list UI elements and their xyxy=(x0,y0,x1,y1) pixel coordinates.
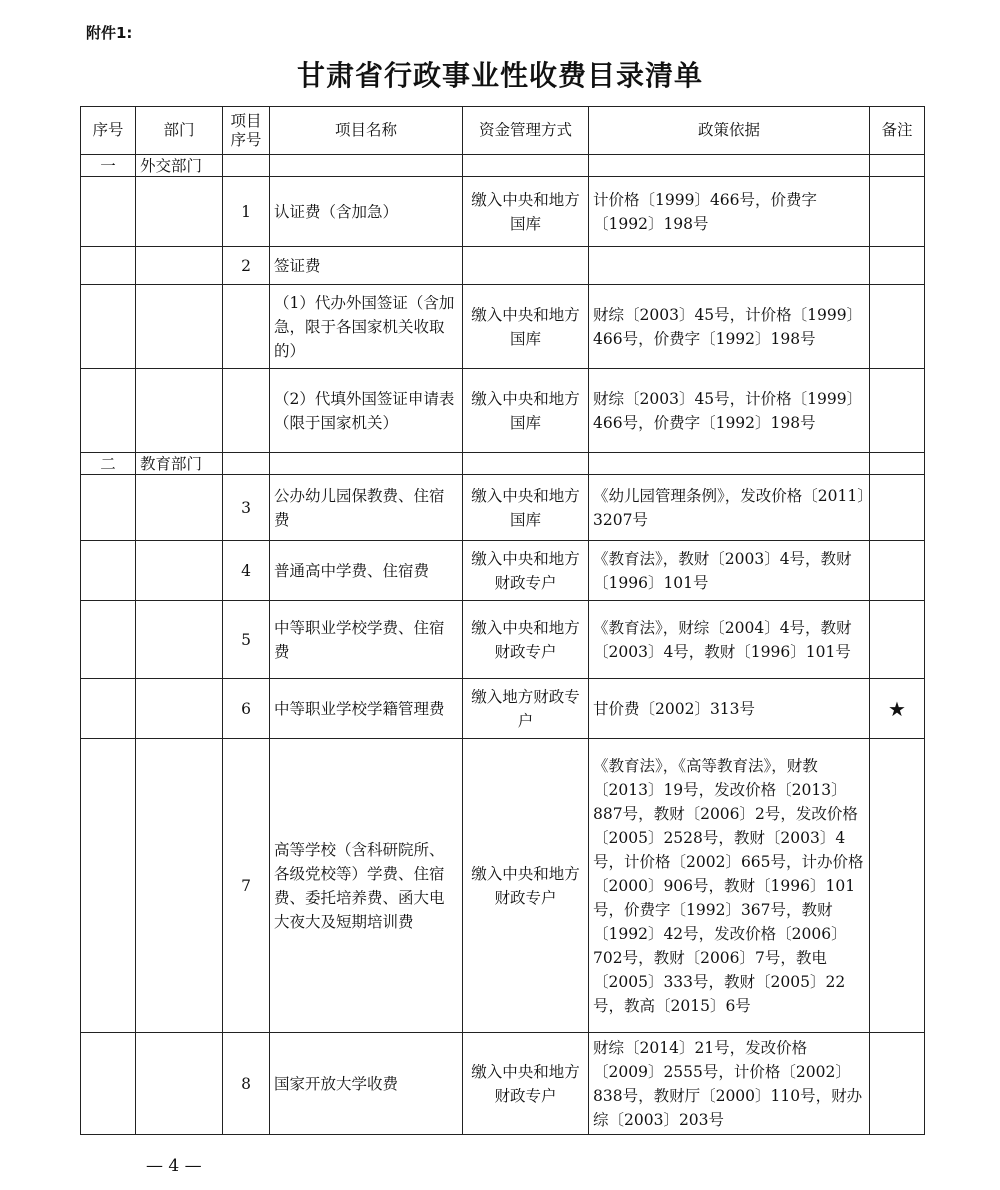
cell-seq xyxy=(81,369,136,453)
cell-fund xyxy=(463,155,589,177)
cell-policy: 《幼儿园管理条例》，发改价格〔2011〕3207号 xyxy=(589,475,870,541)
header-fund: 资金管理方式 xyxy=(463,107,589,155)
cell-policy xyxy=(589,247,870,285)
cell-dept xyxy=(136,475,223,541)
cell-policy: 财综〔2003〕45号，计价格〔1999〕466号，价费字〔1992〕198号 xyxy=(589,285,870,369)
cell-policy: 《教育法》，财综〔2004〕4号，教财〔2003〕4号，教财〔1996〕101号 xyxy=(589,601,870,679)
cell-dept: 外交部门 xyxy=(136,155,223,177)
header-item-no: 项目序号 xyxy=(223,107,270,155)
cell-fund: 缴入中央和地方财政专户 xyxy=(463,601,589,679)
cell-fund xyxy=(463,247,589,285)
cell-seq: 二 xyxy=(81,453,136,475)
cell-dept xyxy=(136,541,223,601)
cell-policy: 《教育法》，教财〔2003〕4号，教财〔1996〕101号 xyxy=(589,541,870,601)
cell-item-name xyxy=(270,155,463,177)
table-row xyxy=(81,679,925,739)
cell-note xyxy=(870,177,925,247)
cell-note xyxy=(870,285,925,369)
table-row xyxy=(81,453,925,475)
cell-item-no: 2 xyxy=(223,247,270,285)
cell-dept xyxy=(136,739,223,1033)
cell-policy xyxy=(589,155,870,177)
cell-fund xyxy=(463,453,589,475)
cell-item-no: 7 xyxy=(223,739,270,1033)
table-row xyxy=(81,1033,925,1135)
document-title: 甘肃省行政事业性收费目录清单 xyxy=(296,59,703,92)
cell-fund: 缴入中央和地方财政专户 xyxy=(463,1033,589,1135)
cell-note xyxy=(870,739,925,1033)
cell-item-no xyxy=(223,453,270,475)
header-seq: 序号 xyxy=(81,107,136,155)
cell-item-no: 8 xyxy=(223,1033,270,1135)
table-row xyxy=(81,177,925,247)
cell-item-no: 5 xyxy=(223,601,270,679)
header-note: 备注 xyxy=(870,107,925,155)
cell-fund: 缴入地方财政专户 xyxy=(463,679,589,739)
cell-fund: 缴入中央和地方财政专户 xyxy=(463,541,589,601)
cell-item-name: 国家开放大学收费 xyxy=(270,1033,463,1135)
header-item-name: 项目名称 xyxy=(270,107,463,155)
cell-note: ★ xyxy=(870,679,925,739)
cell-note xyxy=(870,247,925,285)
cell-item-no xyxy=(223,155,270,177)
header-policy: 政策依据 xyxy=(589,107,870,155)
cell-fund: 缴入中央和地方国库 xyxy=(463,475,589,541)
cell-dept xyxy=(136,285,223,369)
cell-item-name: 中等职业学校学籍管理费 xyxy=(270,679,463,739)
cell-item-name: 中等职业学校学费、住宿费 xyxy=(270,601,463,679)
attachment-label: 附件1: xyxy=(86,24,133,42)
cell-seq xyxy=(81,541,136,601)
cell-seq xyxy=(81,601,136,679)
cell-note xyxy=(870,453,925,475)
cell-note xyxy=(870,155,925,177)
cell-policy: 甘价费〔2002〕313号 xyxy=(589,679,870,739)
cell-note xyxy=(870,1033,925,1135)
cell-dept xyxy=(136,679,223,739)
cell-fund: 缴入中央和地方国库 xyxy=(463,285,589,369)
cell-seq xyxy=(81,177,136,247)
table-row xyxy=(81,247,925,285)
cell-seq xyxy=(81,739,136,1033)
table-row xyxy=(81,285,925,369)
cell-seq xyxy=(81,285,136,369)
cell-item-no xyxy=(223,285,270,369)
table-row xyxy=(81,475,925,541)
cell-fund: 缴入中央和地方财政专户 xyxy=(463,739,589,1033)
table-header-row xyxy=(81,107,925,155)
table-row xyxy=(81,541,925,601)
cell-dept: 教育部门 xyxy=(136,453,223,475)
cell-item-name: 高等学校（含科研院所、各级党校等）学费、住宿费、委托培养费、函大电大夜大及短期培训费 xyxy=(270,739,463,1033)
cell-item-name: （1）代办外国签证（含加急，限于各国家机关收取的） xyxy=(270,285,463,369)
cell-policy xyxy=(589,453,870,475)
cell-dept xyxy=(136,369,223,453)
table-row xyxy=(81,739,925,1033)
cell-seq xyxy=(81,679,136,739)
cell-dept xyxy=(136,1033,223,1135)
cell-item-name: 公办幼儿园保教费、住宿费 xyxy=(270,475,463,541)
cell-note xyxy=(870,541,925,601)
cell-note xyxy=(870,369,925,453)
page-number: — 4 — xyxy=(146,1156,202,1176)
cell-item-no xyxy=(223,369,270,453)
cell-fund: 缴入中央和地方国库 xyxy=(463,369,589,453)
cell-item-name: 认证费（含加急） xyxy=(270,177,463,247)
cell-item-name: （2）代填外国签证申请表（限于国家机关） xyxy=(270,369,463,453)
cell-item-no: 1 xyxy=(223,177,270,247)
cell-item-name: 签证费 xyxy=(270,247,463,285)
cell-policy: 财综〔2003〕45号，计价格〔1999〕466号，价费字〔1992〕198号 xyxy=(589,369,870,453)
cell-dept xyxy=(136,601,223,679)
cell-item-no: 3 xyxy=(223,475,270,541)
cell-seq xyxy=(81,1033,136,1135)
cell-item-name xyxy=(270,453,463,475)
cell-item-no: 6 xyxy=(223,679,270,739)
cell-item-no: 4 xyxy=(223,541,270,601)
fee-catalog-table xyxy=(80,106,925,1135)
header-dept: 部门 xyxy=(136,107,223,155)
cell-policy: 财综〔2014〕21号，发改价格〔2009〕2555号，计价格〔2002〕838号，教财厅〔2000〕110号，财办综〔2003〕203号 xyxy=(589,1033,870,1135)
table-row xyxy=(81,155,925,177)
cell-seq xyxy=(81,475,136,541)
cell-policy: 计价格〔1999〕466号，价费字〔1992〕198号 xyxy=(589,177,870,247)
cell-note xyxy=(870,601,925,679)
cell-item-name: 普通高中学费、住宿费 xyxy=(270,541,463,601)
cell-dept xyxy=(136,177,223,247)
table-row xyxy=(81,601,925,679)
table-row xyxy=(81,369,925,453)
cell-seq: 一 xyxy=(81,155,136,177)
cell-note xyxy=(870,475,925,541)
cell-seq xyxy=(81,247,136,285)
cell-fund: 缴入中央和地方国库 xyxy=(463,177,589,247)
cell-policy: 《教育法》，《高等教育法》，财教〔2013〕19号，发改价格〔2013〕887号，教财〔2006〕2号，发改价格〔2005〕2528号，教财〔2003〕4号，计价格〔2002〕665号，计办价格〔2000〕906号，教财〔1996〕101号，价费字〔1992〕367号，教财〔1992〕42号，发改价格〔2006〕702号，教财〔2006〕7号，教电〔2005〕333号，教财〔2005〕22号，教高〔2015〕6号 xyxy=(589,739,870,1033)
cell-dept xyxy=(136,247,223,285)
